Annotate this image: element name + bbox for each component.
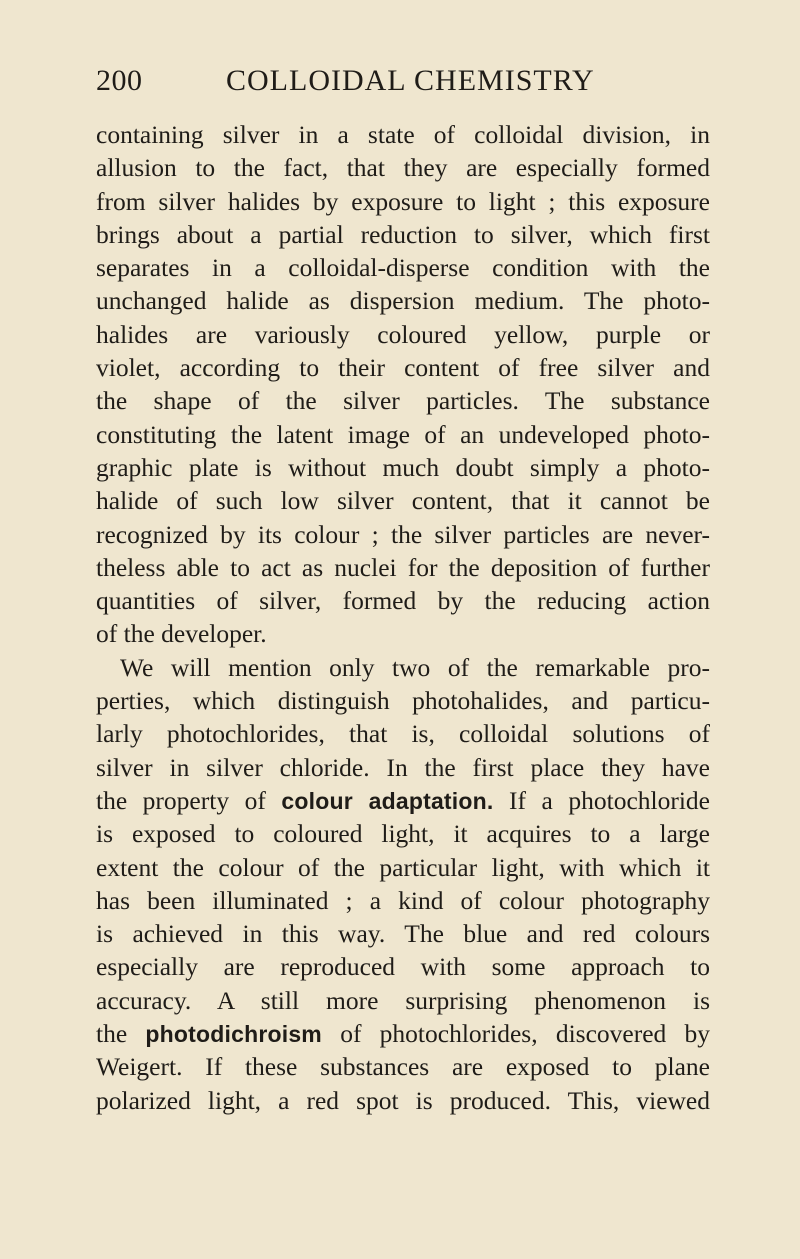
text-line: from silver halides by exposure to light ; this exposure: [96, 186, 710, 216]
text-line: quantities of silver, formed by the reducing action: [96, 586, 710, 616]
term-photodichroism: photodichroism: [145, 1021, 322, 1048]
page-number: 200: [96, 64, 143, 97]
text-line: unchanged halide as dispersion medium. The photo-: [96, 286, 710, 316]
running-title: COLLOIDAL CHEMISTRY: [226, 64, 595, 97]
text-line: has been illuminated ; a kind of colour photography: [96, 885, 710, 915]
paragraph-1: [96, 118, 710, 651]
text-line: brings about a partial reduction to silver, which first: [96, 219, 710, 249]
text-line: [96, 784, 710, 817]
text-line: perties, which distinguish photohalides, and particu-: [96, 686, 710, 716]
text-line: especially are reproduced with some approach to: [96, 952, 710, 982]
text-line: violet, according to their content of free silver and: [96, 353, 710, 383]
text-run: the: [96, 1019, 146, 1049]
text-line: halide of such low silver content, that it cannot be: [96, 486, 710, 516]
paragraph-2: [96, 651, 710, 1117]
text-line: is exposed to coloured light, it acquires to a large: [96, 819, 710, 849]
text-line: We will mention only two of the remarkable pro-: [120, 652, 710, 682]
text-line: polarized light, a red spot is produced. This, viewed: [96, 1085, 710, 1115]
text-line: Weigert. If these substances are exposed to plane: [96, 1052, 710, 1082]
text-line: the shape of the silver particles. The substance: [96, 386, 710, 416]
text-line: recognized by its colour ; the silver particles are never-: [96, 519, 710, 549]
text-line: is achieved in this way. The blue and red colours: [96, 919, 710, 949]
text-line: separates in a colloidal-disperse condition with the: [96, 253, 710, 283]
text-line: larly photochlorides, that is, colloidal solutions of: [96, 719, 710, 749]
text-run: If a photochloride: [493, 785, 711, 815]
text-line: silver in silver chloride. In the first place they have: [96, 752, 710, 782]
text-line: [96, 1017, 710, 1050]
page-header: [96, 64, 706, 112]
text-line: extent the colour of the particular light, with which it: [96, 852, 710, 882]
text-run: the property of: [96, 785, 282, 815]
text-line: of the developer.: [96, 619, 267, 649]
body-text: [96, 118, 710, 1117]
text-line: accuracy. A still more surprising phenomenon is: [96, 985, 710, 1015]
text-line: allusion to the fact, that they are especially formed: [96, 153, 710, 183]
text-line: halides are variously coloured yellow, purple or: [96, 319, 710, 349]
text-run: of photochlorides, discovered by: [321, 1019, 710, 1049]
text-line: theless able to act as nuclei for the deposition of further: [96, 552, 710, 582]
text-line: containing silver in a state of colloidal division, in: [96, 120, 710, 149]
text-line: constituting the latent image of an undeveloped photo-: [96, 419, 710, 449]
term-colour-adaptation: colour adaptation.: [281, 787, 494, 814]
text-line: graphic plate is without much doubt simply a photo-: [96, 452, 710, 482]
